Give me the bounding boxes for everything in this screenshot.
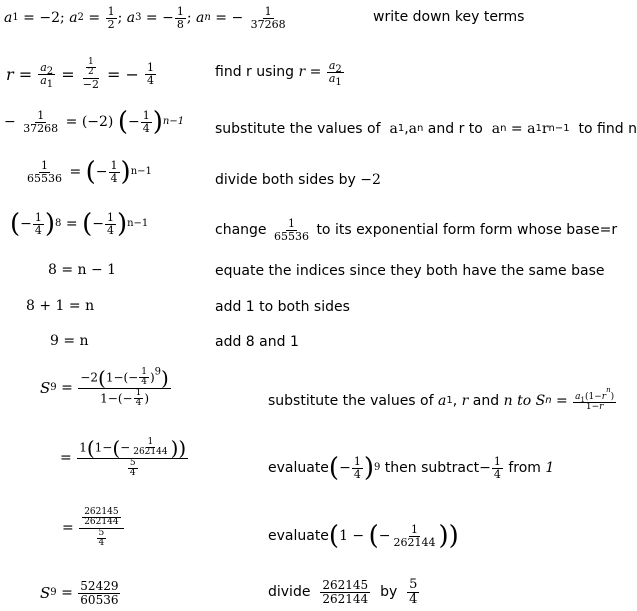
note-divide-fractions: divide $\frac{262145}{262144}$ by $\frac{5}{4}$: [268, 577, 418, 607]
n-value-expression: 9 = n: [50, 333, 89, 349]
key-terms-expression: a 1 = −2 ; a 2 = $\frac{1}{2}$ ; a 3 = − $\frac{1}{8}$ ; a n = − $\frac{1}{37268}$: [4, 5, 286, 31]
note-divide: divide both sides by −2: [215, 172, 381, 188]
final-sum-expression: S 9 = $\frac{52429}{60536}$: [40, 579, 119, 607]
note-equate-indices: equate the indices since they both have the same base: [215, 263, 605, 279]
substitute-an-expression: − $\frac{1}{37268}$ = (−2) ( − $\frac{1}{4}$ ) n−1: [4, 106, 185, 137]
note-evaluate-difference: evaluate ( 1 − ( − $\frac{1}{262144}$ )): [268, 520, 459, 551]
note-substitute-n: substitute the values of a 1 , a n and r to a n = a 1 r n−1 to find n: [215, 121, 637, 137]
note-change-form: change $\frac{1}{65536}$ to its exponential form form whose base=r: [215, 217, 618, 243]
divide-expression: $\frac{1}{65536}$ = ( − $\frac{1}{4}$ ) n−1: [27, 156, 152, 187]
note-find-r: find r using r = $\frac{a_2}{a_1}$: [215, 59, 342, 88]
find-r-expression: r = $\frac{a_2}{a_1}$ = $\frac{\frac{1}{2}}{-2}$ = − $\frac{1}{4}$: [6, 57, 155, 91]
evaluate-power-expression: = 1(1−(− $\frac{1}{262144}$ )) $\frac{5}{4}$: [60, 435, 187, 479]
note-add-eight: add 8 and 1: [215, 334, 299, 350]
note-evaluate-power: evaluate ( − $\frac{1}{4}$ ) 9 then subtract − $\frac{1}{4}$ from 1: [268, 452, 555, 483]
equate-indices-expression: 8 = n − 1: [48, 262, 117, 278]
add-one-expression: 8 + 1 = n: [26, 298, 95, 314]
note-add-one: add 1 to both sides: [215, 299, 350, 315]
note-key-terms: write down key terms: [373, 9, 525, 25]
sum-formula-expression: S 9 = −2(1−(− $\frac{1}{4}$ )$^9$) 1−(− $\frac{1}{4}$ ): [40, 365, 169, 409]
note-substitute-sn: substitute the values of a 1 , r and n to S n = $\frac{a_1(1-r^n)}{1-r}$: [268, 386, 615, 413]
complex-fraction-expression: = $\frac{\frac{262145}{262144}}{\frac{5}{4}}$: [62, 508, 125, 549]
exponential-form-expression: ( − $\frac{1}{4}$ ) 8 = ( − $\frac{1}{4}$ ) n−1: [10, 208, 149, 239]
